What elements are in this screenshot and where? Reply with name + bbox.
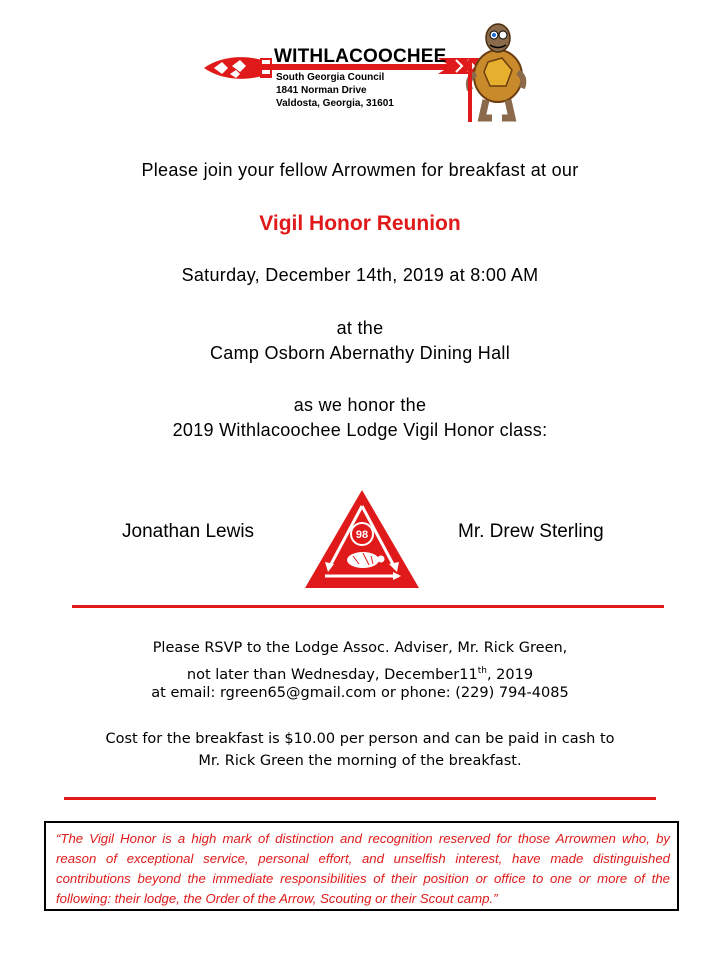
lodge-name: WITHLACOOCHEE xyxy=(274,46,447,67)
city-address: Valdosta, Georgia, 31601 xyxy=(276,98,394,109)
rsvp-deadline-text: not later than Wednesday, December11 xyxy=(186,666,478,683)
street-address: 1841 Norman Drive xyxy=(276,85,367,96)
event-date: Saturday, December 14th, 2019 at 8:00 AM xyxy=(181,265,539,285)
rsvp-deadline-suffix: th xyxy=(477,666,487,676)
at-the-label: at the xyxy=(336,318,384,338)
vigil-triangle-icon xyxy=(303,488,421,590)
honoree-right: Mr. Drew Sterling xyxy=(458,521,604,542)
honor-line-1: as we honor the xyxy=(293,395,427,415)
turtle-icon xyxy=(452,14,532,124)
honoree-left: Jonathan Lewis xyxy=(122,521,255,542)
event-location: Camp Osborn Abernathy Dining Hall xyxy=(209,343,511,363)
lodge-logo xyxy=(200,14,530,124)
divider-bottom xyxy=(64,797,656,800)
divider-top xyxy=(72,605,664,608)
rsvp-contact: at email: rgreen65@gmail.com or phone: (229) 794-4085 xyxy=(151,685,569,701)
invite-intro: Please join your fellow Arrowmen for breakfast at our xyxy=(141,160,579,180)
event-title: Vigil Honor Reunion xyxy=(259,212,461,235)
rsvp-deadline-year: , 2019 xyxy=(486,666,534,683)
council-name: South Georgia Council xyxy=(276,72,385,83)
vigil-quote: “The Vigil Honor is a high mark of distinction and recognition reserved for those Arrowmen who, by reason of exceptional service, personal effort, and unselfish interest, have made distinguished contributions beyond the immediate responsibilities of their position or office to one or more of the following: their lodge, the Order of the Arrow, Scouting or their Scout camp.” xyxy=(56,831,670,906)
vigil-quote-box xyxy=(44,821,679,911)
rsvp-line-1: Please RSVP to the Lodge Assoc. Adviser, Mr. Rick Green, xyxy=(152,640,568,656)
honor-line-2: 2019 Withlacoochee Lodge Vigil Honor class: xyxy=(172,420,548,440)
cost-line-2: Mr. Rick Green the morning of the breakfast. xyxy=(198,753,522,769)
cost-line-1: Cost for the breakfast is $10.00 per person and can be paid in cash to xyxy=(105,731,615,747)
emblem-number: 98 xyxy=(355,529,369,541)
